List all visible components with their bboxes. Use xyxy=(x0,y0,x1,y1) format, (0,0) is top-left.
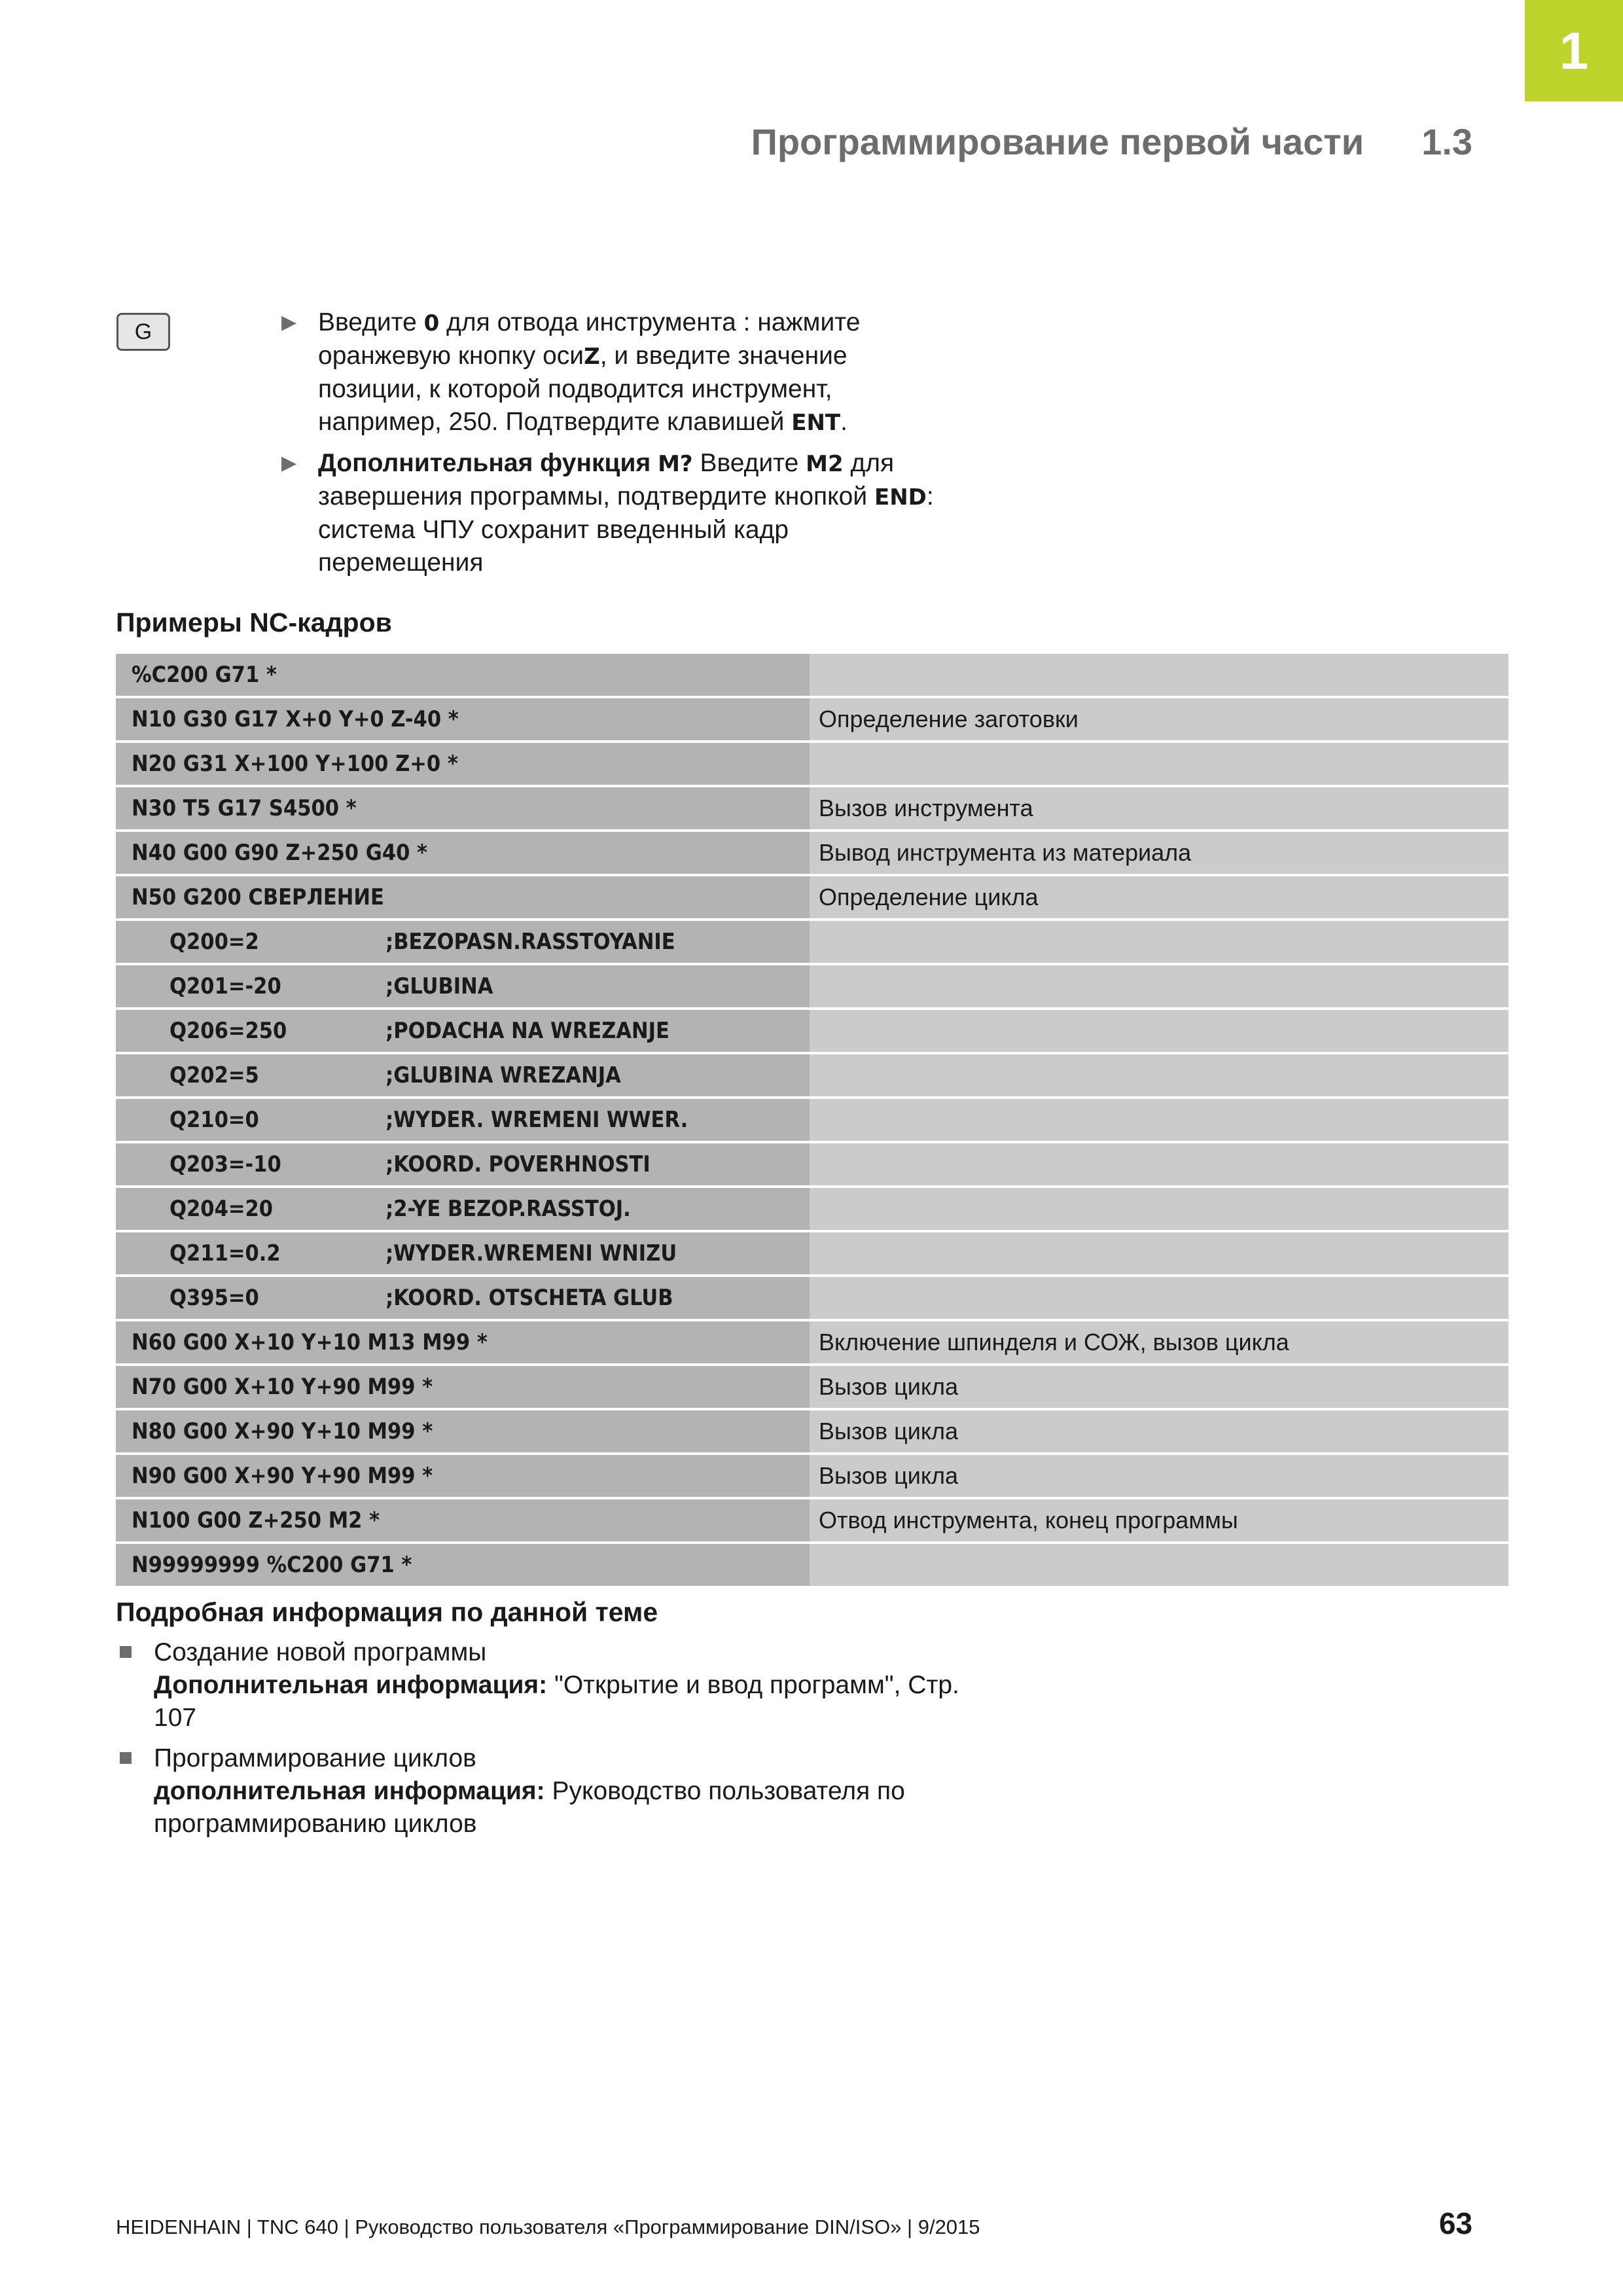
nc-code-cell: N60 G00 X+10 Y+10 M13 M99 * xyxy=(116,1321,810,1363)
nc-code-cell xyxy=(116,1010,810,1052)
nc-code-cell: N40 G00 G90 Z+250 G40 * xyxy=(116,832,810,874)
nc-code-cell xyxy=(116,1188,810,1230)
step-bold: END xyxy=(874,484,927,511)
nc-comment-cell xyxy=(810,1544,1508,1586)
cycle-parameter: Q203=-10 xyxy=(169,1151,281,1177)
reference-label: Дополнительная информация: xyxy=(154,1671,548,1699)
reference-label: дополнительная информация: xyxy=(154,1777,545,1805)
nc-comment-cell xyxy=(810,1232,1508,1274)
nc-row xyxy=(116,832,1508,874)
nc-row xyxy=(116,1499,1508,1541)
reference-text: Руководство пользователя по программированию циклов xyxy=(154,1777,905,1838)
nc-row xyxy=(116,921,1508,963)
nc-comment-cell xyxy=(810,1188,1508,1230)
nc-row xyxy=(116,965,1508,1007)
cycle-parameter-comment: ;2-YE BEZOP.RASSTOJ. xyxy=(385,1196,631,1222)
nc-row xyxy=(116,1010,1508,1052)
examples-heading: Примеры NC-кадров xyxy=(116,607,392,637)
nc-code-cell: N50 G200 СВЕРЛЕНИЕ xyxy=(116,876,810,918)
cycle-parameter-comment: ;KOORD. POVERHNOSTI xyxy=(385,1151,651,1177)
cycle-parameter-comment: ;GLUBINA WREZANJA xyxy=(385,1062,621,1088)
reference-topic: Создание новой программы xyxy=(154,1638,487,1666)
nc-row xyxy=(116,1410,1508,1452)
cycle-parameter-comment: ;WYDER.WREMENI WNIZU xyxy=(385,1240,677,1266)
nc-row xyxy=(116,1544,1508,1586)
nc-row xyxy=(116,1455,1508,1497)
nc-code-cell: N70 G00 X+10 Y+90 M99 * xyxy=(116,1366,810,1408)
step-bold: Z xyxy=(584,344,600,370)
cycle-parameter-comment: ;KOORD. OTSCHETA GLUB xyxy=(385,1285,673,1311)
nc-code-cell: N99999999 %C200 G71 * xyxy=(116,1544,810,1586)
cycle-parameter: Q200=2 xyxy=(169,929,259,955)
step-text: для завершения программы, подтвердите кнопкой xyxy=(318,449,895,511)
step-text: для отвода инструмента : нажмите оранжевую кнопку оси xyxy=(318,308,861,370)
nc-comment-cell xyxy=(810,1010,1508,1052)
nc-comment-cell xyxy=(810,1099,1508,1141)
reference-item xyxy=(116,1742,967,1840)
step-bold: M? xyxy=(658,451,693,477)
step-text: Введите xyxy=(692,449,806,477)
nc-row xyxy=(116,1277,1508,1319)
nc-code-cell: %C200 G71 * xyxy=(116,654,810,696)
nc-row xyxy=(116,743,1508,785)
cycle-parameter-comment: ;PODACHA NA WREZANJE xyxy=(385,1018,669,1044)
nc-comment-cell: Вывод инструмента из материала xyxy=(810,832,1508,874)
nc-code-cell xyxy=(116,1054,810,1096)
step-text: : система ЧПУ сохранит введенный кадр перемещения xyxy=(318,482,934,577)
nc-comment-cell xyxy=(810,1143,1508,1185)
nc-row xyxy=(116,1099,1508,1141)
nc-comment-cell: Определение цикла xyxy=(810,876,1508,918)
cycle-parameter: Q201=-20 xyxy=(169,973,281,999)
chapter-title: Программирование первой части xyxy=(751,120,1364,162)
step-bold: 0 xyxy=(423,310,440,336)
nc-comment-cell xyxy=(810,1277,1508,1319)
nc-row xyxy=(116,1321,1508,1363)
nc-comment-cell: Отвод инструмента, конец программы xyxy=(810,1499,1508,1541)
nc-row xyxy=(116,1366,1508,1408)
nc-comment-cell: Вызов инструмента xyxy=(810,787,1508,829)
section-number: 1.3 xyxy=(1421,120,1472,162)
nc-comment-cell: Вызов цикла xyxy=(810,1366,1508,1408)
cycle-parameter: Q211=0.2 xyxy=(169,1240,281,1266)
reference-topic: Программирование циклов xyxy=(154,1744,476,1772)
page-number: 63 xyxy=(1438,2206,1472,2240)
step-item xyxy=(281,306,949,439)
nc-row xyxy=(116,876,1508,918)
cycle-parameter: Q204=20 xyxy=(169,1196,274,1222)
nc-row xyxy=(116,1232,1508,1274)
nc-comment-cell xyxy=(810,1054,1508,1096)
nc-row xyxy=(116,787,1508,829)
cycle-parameter-comment: ;GLUBINA xyxy=(385,973,493,999)
nc-code-cell: N30 T5 G17 S4500 * xyxy=(116,787,810,829)
nc-row xyxy=(116,1143,1508,1185)
nc-row xyxy=(116,1188,1508,1230)
cycle-parameter: Q206=250 xyxy=(169,1018,287,1044)
nc-comment-cell xyxy=(810,654,1508,696)
reference-list xyxy=(116,1636,967,1848)
nc-row xyxy=(116,1054,1508,1096)
step-bold: ENT xyxy=(791,410,841,436)
nc-code-cell: N10 G30 G17 X+0 Y+0 Z-40 * xyxy=(116,698,810,740)
bullet-square-icon xyxy=(120,1752,132,1764)
step-text: . xyxy=(840,408,847,436)
nc-code-cell xyxy=(116,1143,810,1185)
chapter-tab: 1 xyxy=(1525,0,1623,101)
nc-code-cell: N20 G31 X+100 Y+100 Z+0 * xyxy=(116,743,810,785)
reference-text: "Открытие и ввод программ", Стр. 107 xyxy=(154,1671,959,1732)
nc-comment-cell xyxy=(810,921,1508,963)
step-text: , и введите значение позиции, к которой подводится инструмент, например, 250. Подтвердите клавишей xyxy=(318,342,847,436)
g-key-icon: G xyxy=(116,313,170,351)
bullet-square-icon xyxy=(120,1646,132,1658)
step-item xyxy=(281,447,949,579)
nc-comment-cell xyxy=(810,965,1508,1007)
nc-code-cell xyxy=(116,965,810,1007)
running-header xyxy=(654,115,1472,168)
instruction-steps xyxy=(281,306,949,587)
nc-comment-cell: Включение шпинделя и СОЖ, вызов цикла xyxy=(810,1321,1508,1363)
nc-comment-cell: Определение заготовки xyxy=(810,698,1508,740)
nc-comment-cell xyxy=(810,743,1508,785)
step-text: Введите xyxy=(318,308,424,336)
nc-code-cell xyxy=(116,1277,810,1319)
cycle-parameter-comment: ;WYDER. WREMENI WWER. xyxy=(385,1107,688,1133)
nc-comment-cell: Вызов цикла xyxy=(810,1455,1508,1497)
page-footer: HEIDENHAIN | TNC 640 | Руководство пользователя «Программирование DIN/ISO» | 9/2015 xyxy=(116,2215,980,2238)
nc-code-cell xyxy=(116,921,810,963)
cycle-parameter-comment: ;BEZOPASN.RASSTOYANIE xyxy=(385,929,675,955)
step-arrow-icon: ▶ xyxy=(281,312,297,333)
step-bold: Дополнительная функция xyxy=(318,449,658,477)
more-info-heading: Подробная информация по данной теме xyxy=(116,1597,658,1627)
nc-code-cell: N80 G00 X+90 Y+10 M99 * xyxy=(116,1410,810,1452)
reference-item xyxy=(116,1636,967,1734)
nc-code-cell: N90 G00 X+90 Y+90 M99 * xyxy=(116,1455,810,1497)
cycle-parameter: Q210=0 xyxy=(169,1107,259,1133)
nc-row xyxy=(116,698,1508,740)
nc-code-cell xyxy=(116,1232,810,1274)
step-bold: M2 xyxy=(806,451,844,477)
nc-row xyxy=(116,654,1508,696)
cycle-parameter: Q395=0 xyxy=(169,1285,259,1311)
nc-code-cell: N100 G00 Z+250 M2 * xyxy=(116,1499,810,1541)
nc-code-cell xyxy=(116,1099,810,1141)
cycle-parameter: Q202=5 xyxy=(169,1062,259,1088)
nc-blocks-table xyxy=(116,651,1508,1588)
step-arrow-icon: ▶ xyxy=(281,452,297,474)
nc-comment-cell: Вызов цикла xyxy=(810,1410,1508,1452)
